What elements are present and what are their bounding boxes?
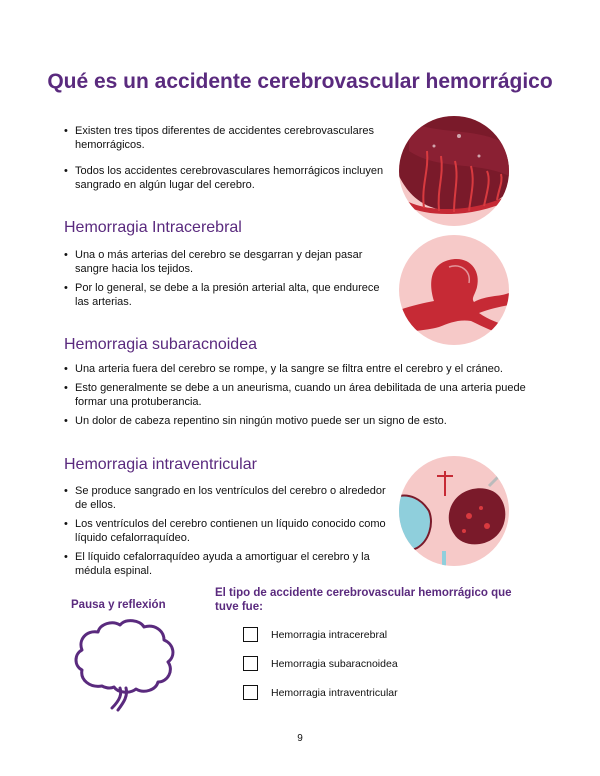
aneurysm-illustration [399, 235, 509, 345]
intraventricular-bullet-list [64, 484, 399, 578]
brain-outline-icon [72, 616, 180, 712]
intraventricular-hemorrhage-illustration [399, 456, 509, 566]
list-item: • Una o más arterias del cerebro se desgarran y dejan pasar sangre hacia los tejidos. [64, 248, 394, 276]
page-title: Qué es un accidente cerebrovascular hemorrágico [47, 70, 553, 93]
stroke-type-question: El tipo de accidente cerebrovascular hemorrágico que tuve fue: [215, 587, 512, 613]
list-item: • Esto generalmente se debe a un aneurisma, cuando un área debilitada de una arteria puede formar una protuberancia. [64, 381, 534, 409]
intro-bullet-list [64, 124, 394, 192]
list-item: • Por lo general, se debe a la presión arterial alta, que endurece las arterias. [64, 281, 394, 309]
section-heading-intraventricular: Hemorragia intraventricular [64, 456, 257, 473]
checkbox[interactable] [243, 685, 258, 700]
intracerebral-hemorrhage-illustration [399, 116, 509, 226]
list-item: • Existen tres tipos diferentes de accidentes cerebrovasculares hemorrágicos. [64, 124, 394, 152]
intracerebral-bullet-list [64, 248, 394, 309]
option-label: Hemorragia subaracnoidea [271, 658, 398, 670]
section-heading-subarachnoid: Hemorragia subaracnoidea [64, 336, 257, 353]
list-item: • Todos los accidentes cerebrovasculares hemorrágicos incluyen sangrado en algún lugar del cerebro. [64, 164, 394, 192]
list-item: • Se produce sangrado en los ventrículos del cerebro o alrededor de ellos. [64, 484, 399, 512]
subarachnoid-bullet-list [64, 362, 534, 428]
option-label: Hemorragia intracerebral [271, 629, 388, 641]
list-item: • Un dolor de cabeza repentino sin ningún motivo puede ser un signo de esto. [64, 414, 534, 428]
pause-reflection-label: Pausa y reflexión [71, 599, 166, 611]
section-heading-intracerebral: Hemorragia Intracerebral [64, 219, 242, 236]
page-number: 9 [297, 733, 303, 744]
checkbox[interactable] [243, 627, 258, 642]
list-item: • El líquido cefalorraquídeo ayuda a amortiguar el cerebro y la médula espinal. [64, 550, 399, 578]
checkbox[interactable] [243, 656, 258, 671]
option-label: Hemorragia intraventricular [271, 687, 398, 699]
list-item: • Una arteria fuera del cerebro se rompe, y la sangre se filtra entre el cerebro y el cráneo. [64, 362, 534, 376]
list-item: • Los ventrículos del cerebro contienen un líquido conocido como líquido cefalorraquídeo. [64, 517, 399, 545]
